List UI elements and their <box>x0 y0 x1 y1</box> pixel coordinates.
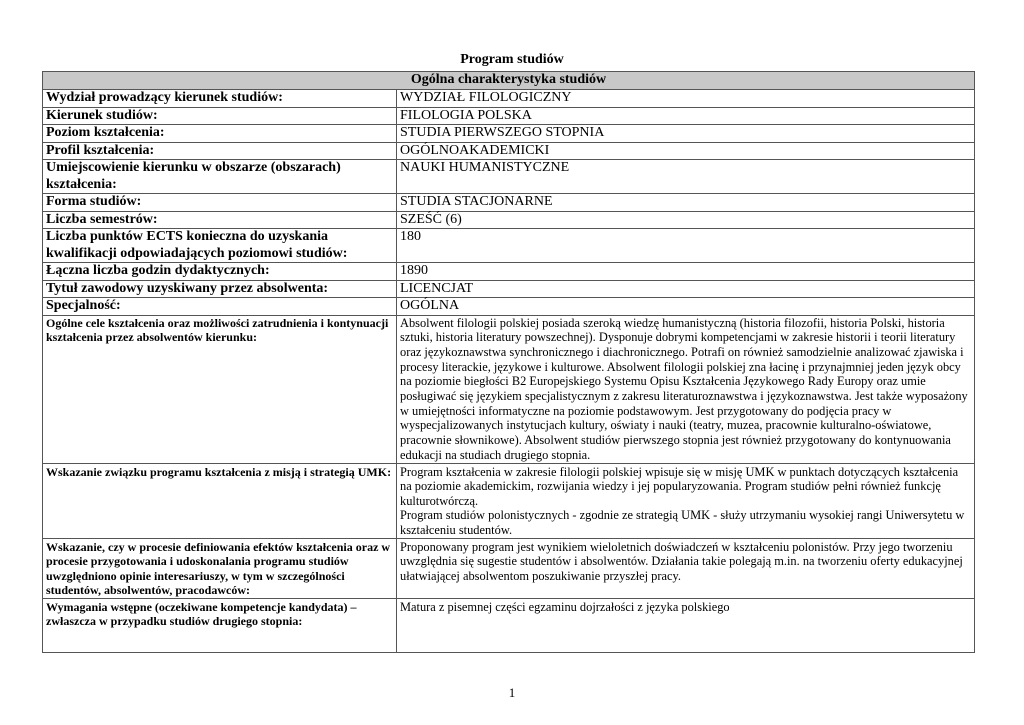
table-header: Ogólna charakterystyka studiów <box>43 72 975 90</box>
program-table <box>42 71 975 653</box>
row-label-area: Umiejscowienie kierunku w obszarze (obszarach) kształcenia: <box>43 160 397 194</box>
row-label-degree: Tytuł zawodowy uzyskiwany przez absolwenta: <box>43 280 397 298</box>
row-value-faculty: WYDZIAŁ FILOLOGICZNY <box>397 90 975 108</box>
row-label-level: Poziom kształcenia: <box>43 125 397 143</box>
row-value-requirements: Matura z pisemnej części egzaminu dojrzałości z języka polskiego <box>397 598 975 652</box>
table-header-row <box>43 72 975 90</box>
document-title: Program studiów <box>460 52 564 67</box>
row-value-stakeholders: Proponowany program jest wynikiem wieloletnich doświadczeń w kształceniu polonistów. Przy jego tworzeniu uwzględnia się sugestie studentów i absolwentów. Działania takie polegają m.in. na tworzeniu oferty edukacyjnej ułatwiającej absolwentom poszukiwanie przyszłej pracy. <box>397 538 975 598</box>
table-row <box>43 142 975 160</box>
row-label-hours: Łączna liczba godzin dydaktycznych: <box>43 263 397 281</box>
row-label-specialty: Specjalność: <box>43 298 397 316</box>
mission-paragraph-1: Program kształcenia w zakresie filologii polskiej wpisuje się w misję UMK w punktach dotyczących kształcenia na poziomie akademickim, rozwijania wiedzy i jej popularyzowania. Program studiów pełni również funkcję kulturotwórczą. <box>400 464 959 508</box>
row-value-form: STUDIA STACJONARNE <box>397 194 975 212</box>
row-label-ects: Liczba punktów ECTS konieczna do uzyskania kwalifikacji odpowiadających poziomowi studiów: <box>43 229 397 263</box>
table-row <box>43 229 975 263</box>
table-row <box>43 298 975 316</box>
table-row <box>43 538 975 598</box>
table-row <box>43 263 975 281</box>
row-label-mission: Wskazanie związku programu kształcenia z misją i strategią UMK: <box>43 463 397 538</box>
table-row <box>43 463 975 538</box>
table-row <box>43 107 975 125</box>
row-label-semesters: Liczba semestrów: <box>43 211 397 229</box>
row-value-semesters: SZEŚĆ (6) <box>397 211 975 229</box>
row-label-stakeholders: Wskazanie, czy w procesie definiowania efektów kształcenia oraz w procesie przygotowania i udoskonalania programu studiów uwzględniono opinie interesariuszy, w tym w szczególności studentów, absolwentów, pracodawców: <box>43 538 397 598</box>
row-value-mission <box>397 463 975 538</box>
row-value-goals: Absolwent filologii polskiej posiada szeroką wiedzę humanistyczną (historia filozofii, historia Polski, historia sztuki, historia literatury powszechnej). Dysponuje dobrymi kompetencjami w zakresie historii i teorii literatury oraz językoznawstwa synchronicznego i diachronicznego. Potrafi on również samodzielnie analizować zjawiska i procesy literackie, językowe i kulturowe. Absolwent filologii polskiej zna łacinę i przynajmniej jeden język obcy na poziomie biegłości B2 Europejskiego Systemu Opisu Kształcenia Językowego Rady Europy oraz umie posługiwać się językiem specjalistycznym z zakresu literaturoznawstwa i językoznawstwa. Jest także wyposażony w umiejętności informatyczne na poziomie podstawowym. Jest przygotowany do podjęcia pracy w wyspecjalizowanych instytucjach kultury, oświaty i nauki (teatry, muzea, pracownie kulturalno-oświatowe, pracownie słownikowe). Absolwent studiów pierwszego stopnia jest również przygotowany do kontynuowania edukacji na studiach drugiego stopnia. <box>397 315 975 463</box>
row-value-specialty: OGÓLNA <box>397 298 975 316</box>
row-label-goals: Ogólne cele kształcenia oraz możliwości zatrudnienia i kontynuacji kształcenia przez absolwentów kierunku: <box>43 315 397 463</box>
row-label-requirements: Wymagania wstępne (oczekiwane kompetencje kandydata) – zwłaszcza w przypadku studiów drugiego stopnia: <box>43 598 397 652</box>
table-row <box>43 125 975 143</box>
row-value-degree: LICENCJAT <box>397 280 975 298</box>
row-value-profile: OGÓLNOAKADEMICKI <box>397 142 975 160</box>
row-label-faculty: Wydział prowadzący kierunek studiów: <box>43 90 397 108</box>
row-label-form: Forma studiów: <box>43 194 397 212</box>
table-row <box>43 280 975 298</box>
row-value-hours: 1890 <box>397 263 975 281</box>
table-row <box>43 160 975 194</box>
row-value-area: NAUKI HUMANISTYCZNE <box>397 160 975 194</box>
page-number: 1 <box>508 685 516 700</box>
table-row <box>43 598 975 652</box>
mission-paragraph-2: Program studiów polonistycznych - zgodnie ze strategią UMK - służy utrzymaniu wysokiej rangi Uniwersytetu w kształceniu studentów. <box>400 508 965 537</box>
row-value-level: STUDIA PIERWSZEGO STOPNIA <box>397 125 975 143</box>
table-row <box>43 90 975 108</box>
table-row <box>43 194 975 212</box>
row-label-profile: Profil kształcenia: <box>43 142 397 160</box>
row-value-field: FILOLOGIA POLSKA <box>397 107 975 125</box>
row-label-field: Kierunek studiów: <box>43 107 397 125</box>
table-row <box>43 315 975 463</box>
table-row <box>43 211 975 229</box>
row-value-ects: 180 <box>397 229 975 263</box>
